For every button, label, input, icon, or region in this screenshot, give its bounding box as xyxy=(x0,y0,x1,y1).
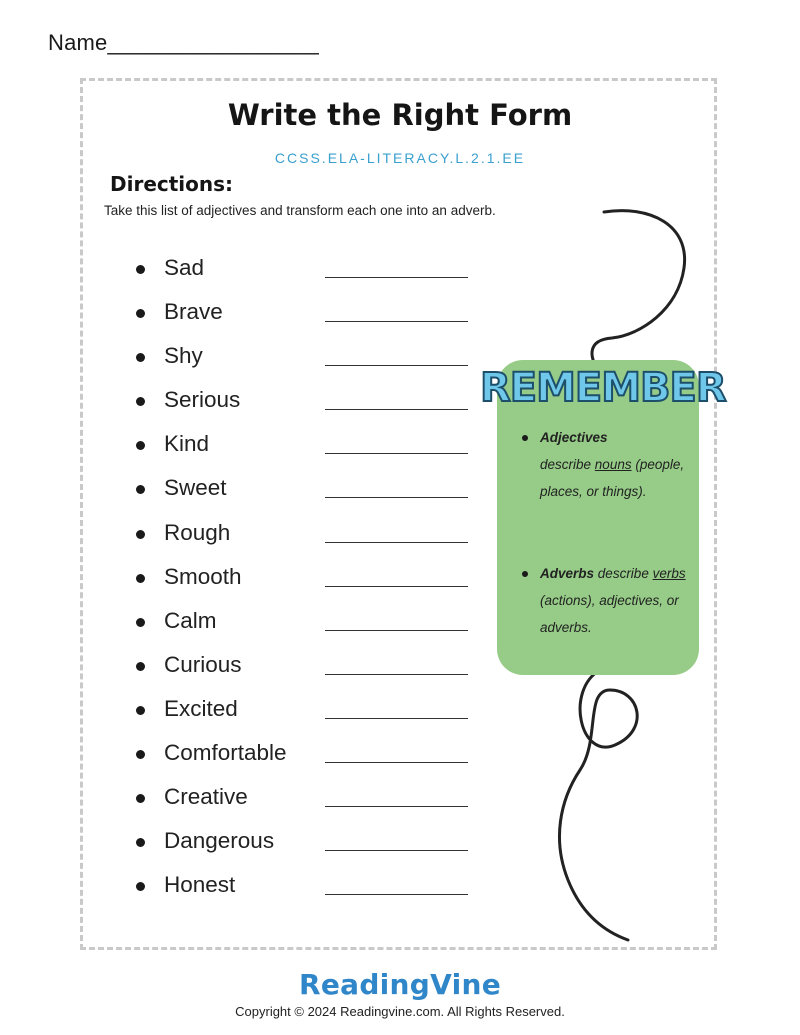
list-item xyxy=(130,380,470,424)
adjective-word: Honest xyxy=(164,872,236,898)
bullet-icon xyxy=(136,530,145,539)
adjective-word: Sweet xyxy=(164,475,227,501)
list-item xyxy=(130,821,470,865)
answer-blank[interactable] xyxy=(325,674,468,675)
answer-blank[interactable] xyxy=(325,365,468,366)
adverb-text-rest: (actions), adjectives, or adverbs. xyxy=(540,593,679,635)
list-item xyxy=(130,645,470,689)
answer-blank[interactable] xyxy=(325,321,468,322)
list-item xyxy=(130,777,470,821)
name-field[interactable]: Name_________________ xyxy=(48,30,319,55)
directions-text: Take this list of adjectives and transform each one into an adverb. xyxy=(104,203,496,218)
list-item xyxy=(130,336,470,380)
answer-blank[interactable] xyxy=(325,586,468,587)
bullet-icon xyxy=(136,706,145,715)
answer-blank[interactable] xyxy=(325,409,468,410)
bullet-icon xyxy=(136,882,145,891)
list-item xyxy=(130,468,470,512)
list-item xyxy=(130,248,470,292)
bullet-icon xyxy=(522,571,528,577)
adjective-word: Rough xyxy=(164,519,231,545)
adjective-text-rest: (people, places, or things). xyxy=(540,457,685,499)
adjective-word: Shy xyxy=(164,343,203,369)
bullet-icon xyxy=(136,309,145,318)
adjective-text: describe xyxy=(540,457,592,472)
adjective-word: Comfortable xyxy=(164,740,287,766)
bullet-icon xyxy=(136,441,145,450)
bullet-icon xyxy=(136,353,145,362)
bullet-icon xyxy=(136,397,145,406)
adjective-underlined: nouns xyxy=(594,457,632,472)
adverb-definition xyxy=(540,560,690,641)
adjective-list xyxy=(130,248,470,909)
bullet-icon xyxy=(136,750,145,759)
bullet-icon xyxy=(522,435,528,441)
readingvine-logo: ReadingVine xyxy=(298,968,502,1001)
list-item xyxy=(130,733,470,777)
directions-heading: Directions: xyxy=(110,172,234,196)
list-item xyxy=(130,557,470,601)
adjective-word: Dangerous xyxy=(164,828,275,854)
list-item xyxy=(130,689,470,733)
list-item xyxy=(130,865,470,909)
adjective-word: Calm xyxy=(164,607,217,633)
adjective-word: Serious xyxy=(164,387,241,413)
adjective-word: Curious xyxy=(164,651,242,677)
adjective-term: Adjectives xyxy=(540,430,608,445)
answer-blank[interactable] xyxy=(325,850,468,851)
bullet-icon xyxy=(136,485,145,494)
bullet-icon xyxy=(136,838,145,847)
worksheet-title: Write the Right Form xyxy=(227,98,573,132)
list-item xyxy=(130,601,470,645)
answer-blank[interactable] xyxy=(325,542,468,543)
answer-blank[interactable] xyxy=(325,894,468,895)
adverb-term: Adverbs xyxy=(540,566,595,581)
bullet-icon xyxy=(136,794,145,803)
list-item xyxy=(130,424,470,468)
adjective-word: Kind xyxy=(164,431,210,457)
answer-blank[interactable] xyxy=(325,718,468,719)
adjective-word: Brave xyxy=(164,299,223,325)
list-item xyxy=(130,513,470,557)
answer-blank[interactable] xyxy=(325,630,468,631)
answer-blank[interactable] xyxy=(325,277,468,278)
adjective-word: Excited xyxy=(164,695,238,721)
answer-blank[interactable] xyxy=(325,762,468,763)
copyright-text: Copyright © 2024 Readingvine.com. All Rights Reserved. xyxy=(235,1004,565,1019)
adjective-word: Sad xyxy=(164,255,205,280)
answer-blank[interactable] xyxy=(325,453,468,454)
bullet-icon xyxy=(136,662,145,671)
bullet-icon xyxy=(136,618,145,627)
bullet-icon xyxy=(136,574,145,583)
answer-blank[interactable] xyxy=(325,806,468,807)
bullet-icon xyxy=(136,265,145,274)
adjective-word: Creative xyxy=(164,784,248,810)
remember-title: REMEMBER xyxy=(480,365,726,411)
answer-blank[interactable] xyxy=(325,497,468,498)
adjective-definition xyxy=(540,424,690,505)
adjective-word: Smooth xyxy=(164,563,242,589)
list-item xyxy=(130,292,470,336)
adverb-text: describe xyxy=(597,566,649,581)
standard-code: CCSS.ELA-LITERACY.L.2.1.EE xyxy=(274,150,526,166)
adverb-underlined: verbs xyxy=(652,566,686,581)
